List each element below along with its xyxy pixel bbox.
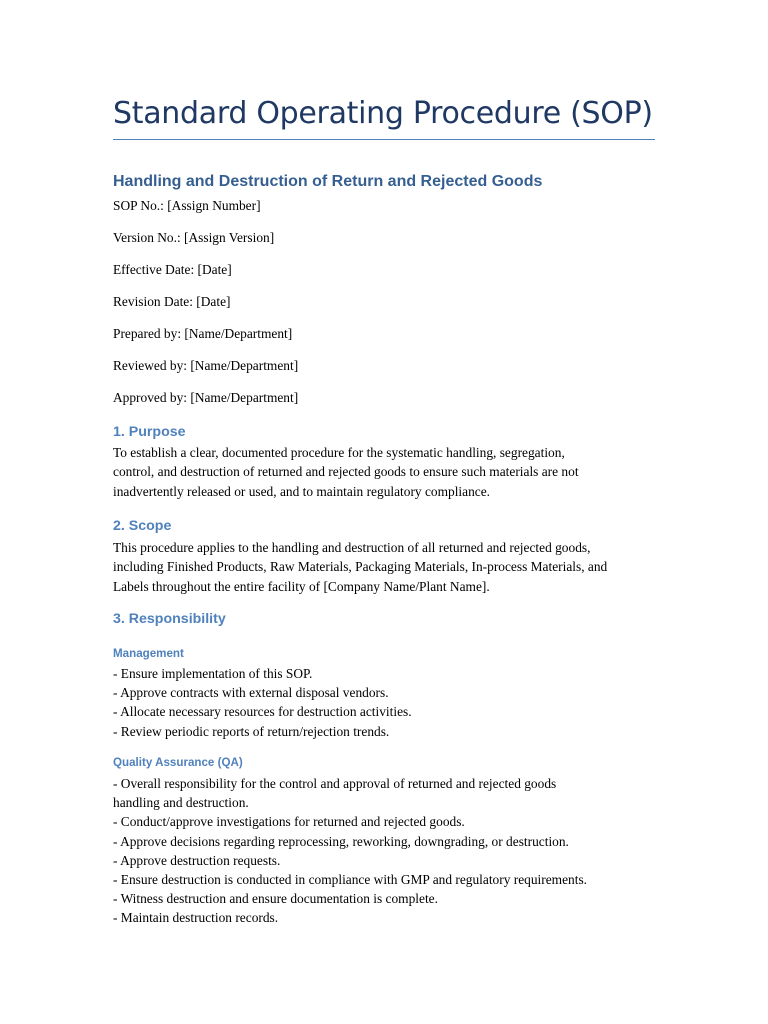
purpose-paragraph <box>113 443 658 501</box>
document-title: Standard Operating Procedure (SOP) <box>113 96 653 131</box>
list-item: - Witness destruction and ensure documentation is complete. <box>113 891 438 907</box>
list-item: handling and destruction. <box>113 795 249 811</box>
sop-number: SOP No.: [Assign Number] <box>113 198 261 213</box>
approved-by: Approved by: [Name/Department] <box>113 390 299 405</box>
management-heading: Management <box>113 647 184 660</box>
list-item: - Approve destruction requests. <box>113 852 281 868</box>
version-number: Version No.: [Assign Version] <box>113 230 275 245</box>
reviewed-by: Reviewed by: [Name/Department] <box>113 358 299 373</box>
list-item: - Review periodic reports of return/rejection trends. <box>113 723 390 739</box>
prepared-by: Prepared by: [Name/Department] <box>113 326 293 341</box>
title-underline <box>113 139 655 140</box>
purpose-line: To establish a clear, documented procedure for the systematic handling, segregation, <box>113 445 565 460</box>
list-item: - Ensure destruction is conducted in compliance with GMP and regulatory requirements. <box>113 872 588 888</box>
qa-list <box>113 774 658 928</box>
purpose-line: inadvertently released or used, and to maintain regulatory compliance. <box>113 483 491 499</box>
scope-line: Labels throughout the entire facility of [Company Name/Plant Name]. <box>113 578 490 594</box>
management-list <box>113 664 658 741</box>
list-item: - Allocate necessary resources for destruction activities. <box>113 704 412 720</box>
responsibility-heading: 3. Responsibility <box>113 611 226 627</box>
scope-line: This procedure applies to the handling and destruction of all returned and rejected goods, <box>113 540 591 555</box>
purpose-heading: 1. Purpose <box>113 424 186 440</box>
revision-date: Revision Date: [Date] <box>113 294 231 309</box>
effective-date: Effective Date: [Date] <box>113 262 232 277</box>
list-item: - Maintain destruction records. <box>113 910 279 926</box>
list-item: - Conduct/approve investigations for returned and rejected goods. <box>113 814 465 830</box>
scope-heading: 2. Scope <box>113 518 172 534</box>
list-item: - Approve contracts with external disposal vendors. <box>113 685 389 701</box>
list-item: - Overall responsibility for the control and approval of returned and rejected goods <box>113 776 557 791</box>
list-item: - Ensure implementation of this SOP. <box>113 666 313 681</box>
list-item: - Approve decisions regarding reprocessing, reworking, downgrading, or destruction. <box>113 833 569 849</box>
scope-line: including Finished Products, Raw Materials, Packaging Materials, In-process Materials, and <box>113 559 608 575</box>
purpose-line: control, and destruction of returned and rejected goods to ensure such materials are not <box>113 464 579 480</box>
scope-paragraph <box>113 538 658 596</box>
document-subtitle: Handling and Destruction of Return and Rejected Goods <box>113 173 543 190</box>
qa-heading: Quality Assurance (QA) <box>113 756 243 769</box>
